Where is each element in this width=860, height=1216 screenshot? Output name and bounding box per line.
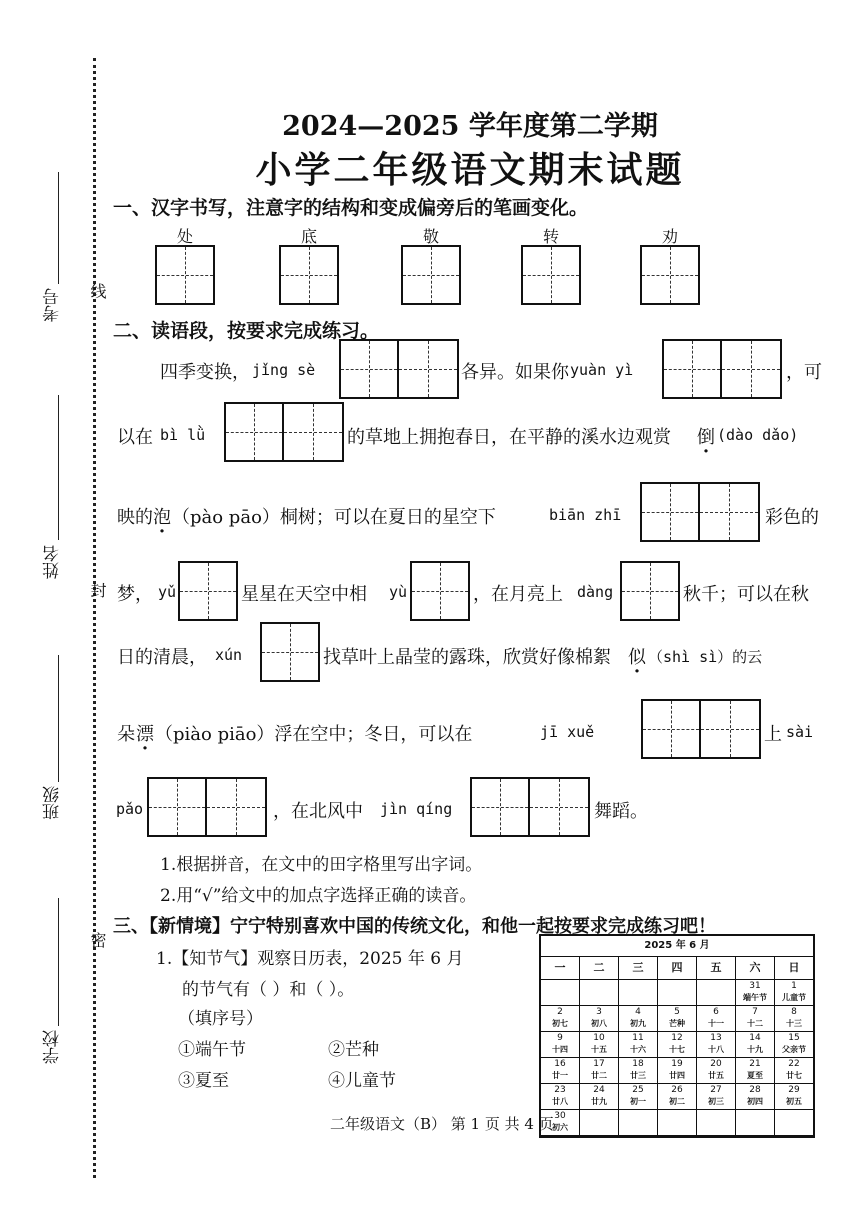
- label-xuexiao: 学校: [43, 1030, 63, 1064]
- dotted-char-piao: 漂: [136, 724, 154, 745]
- calendar-day-cell: [541, 1032, 580, 1058]
- calendar-day-cell: [541, 1006, 580, 1032]
- writing-grid-cell[interactable]: [279, 245, 339, 305]
- calendar-day-number: 15: [788, 1033, 800, 1043]
- calendar-day-cell: [697, 980, 736, 1006]
- calendar-day-cell: [619, 1084, 658, 1110]
- passage-text: （pào pāo）桐树；可以在夏日的星空下: [172, 507, 496, 528]
- passage-text: 日的清晨，: [117, 647, 207, 668]
- passage-text: 梦，: [117, 584, 153, 605]
- page-title-year: 2024—2025 学年度第二学期: [282, 111, 658, 142]
- weekday: 一: [541, 957, 580, 980]
- calendar-day-cell: [580, 1006, 619, 1032]
- section3-heading: 三、【新情境】宁宁特别喜欢中国的传统文化，和他一起按要求完成练习吧！: [113, 916, 716, 937]
- calendar-day-cell: [736, 1084, 775, 1110]
- calendar-day-cell: [619, 1058, 658, 1084]
- pinyin: jǐng sè: [252, 361, 316, 379]
- calendar-day-lunar: 十七: [669, 1045, 685, 1054]
- passage-text: ，在月亮上: [473, 584, 563, 605]
- pinyin: yù: [389, 583, 408, 601]
- calendar-day-number: 28: [749, 1085, 761, 1095]
- task-1: 1.根据拼音，在文中的田字格里写出字词。: [160, 855, 483, 875]
- calendar-day-number: 23: [554, 1085, 566, 1095]
- calendar-day-cell: [619, 980, 658, 1006]
- writing-grid-cell[interactable]: [410, 561, 470, 621]
- calendar-day-cell: [775, 980, 813, 1006]
- pinyin: jī xuě: [540, 723, 595, 741]
- calendar-day-lunar: 初一: [630, 1097, 646, 1106]
- calendar-day-lunar: 廿四: [669, 1071, 685, 1080]
- passage-text: 上: [764, 724, 782, 745]
- calendar-day-number: 5: [674, 1007, 680, 1017]
- writing-grid-cell[interactable]: [640, 245, 700, 305]
- calendar-day-lunar: 初二: [669, 1097, 685, 1106]
- calendar-day-number: 16: [554, 1059, 566, 1069]
- char-label: 劝: [661, 227, 678, 246]
- passage-text: 彩色的: [765, 507, 819, 528]
- question-1-hint: （填序号）: [178, 1009, 263, 1029]
- pinyin: pǎo: [116, 800, 144, 818]
- dotted-char: [628, 643, 646, 669]
- calendar-day-number: 13: [710, 1033, 722, 1043]
- calendar-day-number: 25: [632, 1085, 644, 1095]
- calendar-day-cell: [736, 1058, 775, 1084]
- option-1: ①端午节: [178, 1040, 246, 1060]
- calendar-week-row: [541, 1032, 813, 1058]
- pinyin: biān zhī: [549, 506, 622, 524]
- calendar-day-lunar: 初六: [552, 1123, 568, 1132]
- calendar-day-cell: [580, 1032, 619, 1058]
- calendar-day-number: 24: [593, 1085, 605, 1095]
- calendar-day-cell: [541, 1058, 580, 1084]
- calendar-body: [541, 980, 813, 1136]
- calendar-day-lunar: 廿二: [591, 1071, 607, 1080]
- calendar-day-cell: [736, 1110, 775, 1136]
- passage-text: 找草叶上晶莹的露珠，欣赏好像棉絮: [323, 647, 611, 668]
- dotted-char: [697, 423, 715, 449]
- calendar-day-number: 19: [671, 1059, 683, 1069]
- calendar-day-lunar: 初四: [747, 1097, 763, 1106]
- calendar-table: [539, 934, 815, 1138]
- writing-grid-cell[interactable]: [155, 245, 215, 305]
- grid-pair-jixue[interactable]: [641, 699, 761, 759]
- grid-pair-bilu[interactable]: [224, 402, 344, 462]
- calendar-day-cell: [580, 980, 619, 1006]
- calendar-day-lunar: 初七: [552, 1019, 568, 1028]
- xuexiao-line[interactable]: [58, 898, 59, 1026]
- calendar-day-lunar: 芒种: [669, 1019, 685, 1028]
- pinyin-choice[interactable]: (dào dǎo): [717, 426, 799, 444]
- calendar-day-lunar: 十八: [708, 1045, 724, 1054]
- calendar-week-row: [541, 1006, 813, 1032]
- pinyin: sài: [786, 723, 814, 741]
- char-label: 转: [542, 227, 559, 246]
- weekday: 日: [775, 957, 813, 980]
- pinyin: bì lǜ: [160, 426, 206, 444]
- calendar-day-lunar: 廿一: [552, 1071, 568, 1080]
- calendar-day-number: 20: [710, 1059, 722, 1069]
- char-label: 处: [176, 227, 193, 246]
- calendar-day-lunar: 十六: [630, 1045, 646, 1054]
- calendar-day-number: 12: [671, 1033, 683, 1043]
- weekday: 二: [580, 957, 619, 980]
- calendar-day-number: 7: [752, 1007, 758, 1017]
- question-1-line1: 1.【知节气】观察日历表，2025 年 6 月: [156, 949, 464, 969]
- weekday: 三: [619, 957, 658, 980]
- calendar-day-lunar: 十五: [591, 1045, 607, 1054]
- calendar-day-cell: [658, 1058, 697, 1084]
- calendar-day-cell: [580, 1110, 619, 1136]
- pinyin: xún: [215, 646, 243, 664]
- passage-text: 舞蹈。: [594, 801, 648, 822]
- passage-text: ，在北风中: [273, 801, 363, 822]
- calendar-day-number: 11: [632, 1033, 644, 1043]
- calendar-day-lunar: 十九: [747, 1045, 763, 1054]
- calendar-day-cell: [580, 1058, 619, 1084]
- calendar-day-cell: [658, 1110, 697, 1136]
- calendar-day-lunar: 十二: [747, 1019, 763, 1028]
- writing-grid-cell[interactable]: [260, 622, 320, 682]
- calendar-day-number: 30: [554, 1111, 566, 1121]
- pinyin: yuàn yì: [570, 361, 634, 379]
- grid-pair-jingse[interactable]: [339, 339, 459, 399]
- dotted-char-dao: 倒: [697, 427, 715, 448]
- calendar-day-cell: [697, 1006, 736, 1032]
- calendar-day-lunar: 十一: [708, 1019, 724, 1028]
- passage-text: 秋千；可以在秋: [683, 584, 809, 605]
- calendar-day-cell: [775, 1032, 813, 1058]
- calendar-day-lunar: 十四: [552, 1045, 568, 1054]
- calendar-day-number: 29: [788, 1085, 800, 1095]
- calendar-day-number: 17: [593, 1059, 605, 1069]
- calendar-day-lunar: 初九: [630, 1019, 646, 1028]
- calendar-week-row: [541, 1058, 813, 1084]
- xingming-line[interactable]: [58, 395, 59, 540]
- calendar-day-number: 2: [557, 1007, 563, 1017]
- calendar-day-cell: [736, 1032, 775, 1058]
- calendar-day-number: 1: [791, 981, 797, 991]
- binding-dotted-line: [93, 58, 96, 1178]
- passage-text: 朵: [117, 724, 135, 745]
- calendar-day-number: 18: [632, 1059, 644, 1069]
- writing-grid-cell[interactable]: [521, 245, 581, 305]
- calendar-day-lunar: 端午节: [743, 993, 767, 1002]
- calendar-day-cell: [775, 1058, 813, 1084]
- calendar-day-lunar: 廿七: [786, 1071, 802, 1080]
- calendar-day-cell: [775, 1084, 813, 1110]
- label-kaohao: 考号: [43, 288, 63, 322]
- calendar-day-cell: [580, 1084, 619, 1110]
- page-footer: 二年级语文（B） 第 1 页 共 4 页: [330, 1115, 554, 1133]
- calendar-day-cell: [541, 980, 580, 1006]
- calendar-day-cell: [775, 1006, 813, 1032]
- section2-heading: 二、读语段，按要求完成练习。: [113, 320, 380, 342]
- calendar-day-number: 22: [788, 1059, 800, 1069]
- calendar-day-cell: [697, 1032, 736, 1058]
- passage-text: 星星在天空中相: [241, 584, 367, 605]
- pinyin: jìn qíng: [380, 800, 453, 818]
- calendar-title: 2025 年 6 月: [541, 936, 813, 957]
- calendar-day-cell: [697, 1084, 736, 1110]
- calendar-day-lunar: 廿八: [552, 1097, 568, 1106]
- grid-pair-jinqing[interactable]: [470, 777, 590, 837]
- passage-text: 各异。如果你: [461, 362, 569, 383]
- pinyin: yǔ: [158, 583, 177, 601]
- passage-text: 以在: [117, 427, 153, 448]
- char-label: 敬: [422, 227, 439, 246]
- page-title: 小学二年级语文期末试题: [255, 149, 685, 191]
- weekday: 五: [697, 957, 736, 980]
- calendar-day-lunar: 廿五: [708, 1071, 724, 1080]
- calendar-day-cell: [541, 1084, 580, 1110]
- calendar-day-number: 21: [749, 1059, 761, 1069]
- calendar-week-row: [541, 1110, 813, 1136]
- option-2: ②芒种: [328, 1040, 379, 1060]
- task-2: 2.用“√”给文中的加点字选择正确的读音。: [160, 886, 477, 906]
- calendar-day-number: 6: [713, 1007, 719, 1017]
- passage-text: 映的: [117, 507, 153, 528]
- calendar-day-lunar: 十三: [786, 1019, 802, 1028]
- seal-char-xian: 线: [88, 283, 107, 299]
- calendar-weekday-header: [541, 957, 813, 980]
- calendar-day-number: 31: [749, 981, 761, 991]
- dotted-char-pao: 泡: [153, 507, 171, 528]
- calendar-day-cell: [619, 1006, 658, 1032]
- calendar-day-number: 8: [791, 1007, 797, 1017]
- calendar-day-number: 14: [749, 1033, 761, 1043]
- calendar-day-lunar: 初八: [591, 1019, 607, 1028]
- weekday: 六: [736, 957, 775, 980]
- option-3: ③夏至: [178, 1071, 229, 1091]
- label-banji: 班级: [43, 786, 63, 820]
- calendar-day-number: 26: [671, 1085, 683, 1095]
- calendar-day-number: 10: [593, 1033, 605, 1043]
- calendar-day-cell: [697, 1058, 736, 1084]
- calendar-day-cell: [775, 1110, 813, 1136]
- calendar-week-row: [541, 1084, 813, 1110]
- grid-pair-bianzhi[interactable]: [640, 482, 760, 542]
- calendar-day-cell: [658, 1006, 697, 1032]
- calendar-day-cell: [658, 980, 697, 1006]
- writing-grid-cell[interactable]: [401, 245, 461, 305]
- label-xingming: 姓名: [43, 545, 63, 579]
- passage-text: ，可: [786, 362, 822, 383]
- calendar-day-lunar: 夏至: [747, 1071, 763, 1080]
- section1-heading: 一、汉字书写，注意字的结构和变成偏旁后的笔画变化。: [113, 197, 589, 219]
- pinyin: dàng: [577, 583, 614, 601]
- option-4: ④儿童节: [328, 1071, 396, 1091]
- char-label: 底: [300, 227, 317, 246]
- calendar-day-lunar: 儿童节: [782, 993, 806, 1002]
- calendar-day-cell: [658, 1032, 697, 1058]
- calendar-day-lunar: 初三: [708, 1097, 724, 1106]
- grid-pair-saipao[interactable]: [147, 777, 267, 837]
- writing-grid-cell[interactable]: [178, 561, 238, 621]
- calendar-day-cell: [697, 1110, 736, 1136]
- seal-char-feng: 封: [88, 582, 107, 598]
- passage-text: （piào piāo）浮在空中；冬日，可以在: [155, 724, 473, 745]
- calendar-day-number: 27: [710, 1085, 722, 1095]
- banji-line[interactable]: [58, 655, 59, 782]
- grid-pair-yuanyi[interactable]: [662, 339, 782, 399]
- passage-text: 四季变换，: [160, 362, 250, 383]
- calendar-week-row: [541, 980, 813, 1006]
- calendar-day-number: 3: [596, 1007, 602, 1017]
- calendar-day-lunar: 父亲节: [782, 1045, 806, 1054]
- dotted-char: [153, 503, 171, 529]
- calendar-day-cell: [619, 1032, 658, 1058]
- weekday: 四: [658, 957, 697, 980]
- seal-char-mi: 密: [88, 932, 107, 948]
- calendar-day-cell: [736, 980, 775, 1006]
- writing-grid-cell[interactable]: [620, 561, 680, 621]
- question-1-blanks[interactable]: 的节气有（ ）和（ ）。: [182, 980, 355, 1000]
- calendar-day-cell: [736, 1006, 775, 1032]
- calendar-day-lunar: 廿三: [630, 1071, 646, 1080]
- calendar-day-cell: [658, 1084, 697, 1110]
- calendar-day-lunar: 初五: [786, 1097, 802, 1106]
- dotted-char-si: 似: [628, 647, 646, 668]
- calendar-day-cell: [619, 1110, 658, 1136]
- calendar-day-number: 9: [557, 1033, 563, 1043]
- calendar-day-number: 4: [635, 1007, 641, 1017]
- passage-text: 的草地上拥抱春日，在平静的溪水边观赏: [347, 427, 671, 448]
- dotted-char: [136, 720, 154, 746]
- pinyin-choice[interactable]: （shì sì）的云: [648, 648, 763, 666]
- calendar-day-lunar: 廿九: [591, 1097, 607, 1106]
